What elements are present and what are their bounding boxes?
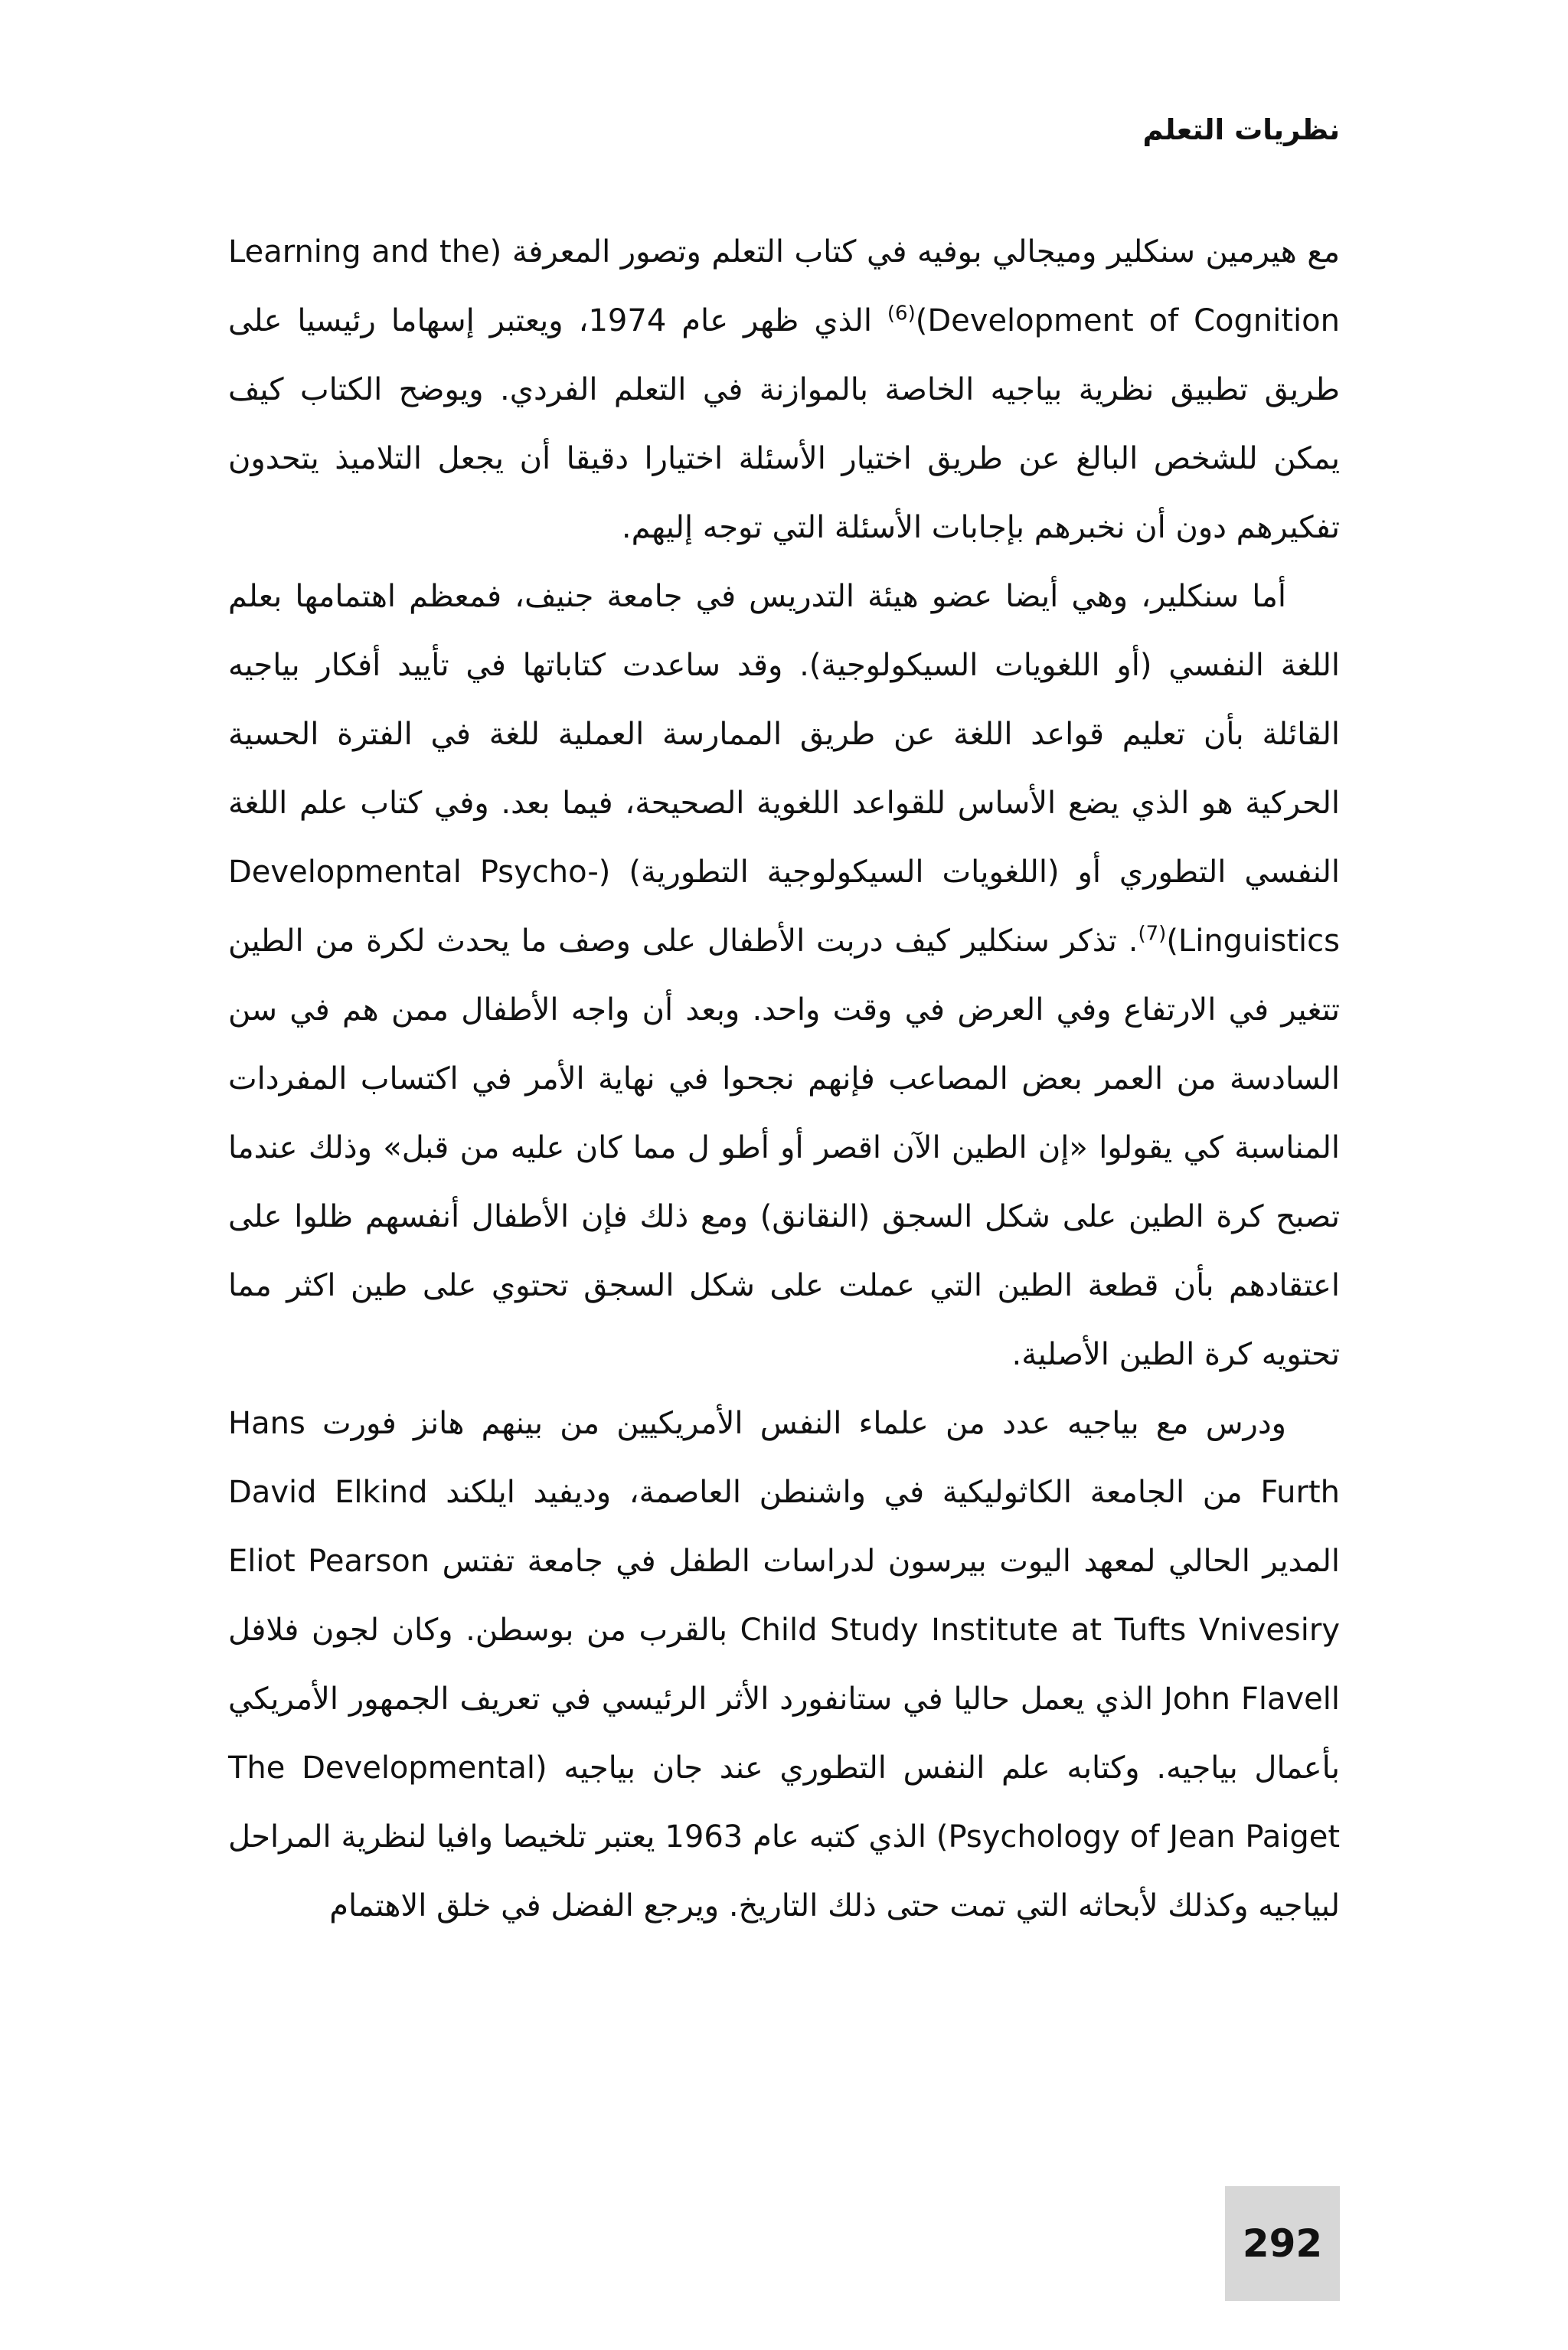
paragraph-2-text: أما سنكلير، وهي أيضا عضو هيئة التدريس في جامعة جنيف، فمعظم اهتمامها بعلم اللغة النفسي (أو اللغويات السيكولوجية). وقد ساعدت كتاباتها في تأييد أفكار بياجيه القائلة بأن تعليم قواعد اللغة عن طريق الممارسة العملية للغة في الفترة الحسية الحركية هو الذي يضع الأساس للقواعد اللغوية الصحيحة، فيما بعد. وفي كتاب علم اللغة النفسي التطوري أو (اللغويات السيكولوجية التطورية) (Developmental Psycho-Linguistics) bbox=[228, 579, 1340, 959]
running-header-title: نظريات التعلم bbox=[1142, 113, 1340, 146]
page-number: 292 bbox=[1242, 2221, 1323, 2266]
paragraph-1-text: مع هيرمين سنكلير وميجالي بوفيه في كتاب التعلم وتصور المعرفة (Learning and the Development of Cognition) bbox=[228, 234, 1340, 338]
footnote-ref-6[interactable]: (6) bbox=[887, 302, 916, 325]
footnote-ref-7[interactable]: (7) bbox=[1138, 922, 1167, 946]
paragraph-2-text-cont: . تذكر سنكلير كيف دربت الأطفال على وصف ما يحدث لكرة من الطين تتغير في الارتفاع وفي العرض في وقت واحد. وبعد أن واجه الأطفال ممن هم في سن السادسة من العمر بعض المصاعب فإنهم نجحوا في نهاية الأمر في اكتساب المفردات المناسبة كي يقولوا «إن الطين الآن اقصر أو أطو ل مما كان عليه من قبل» وذلك عندما تصبح كرة الطين على شكل السجق (النقانق) ومع ذلك فإن الأطفال أنفسهم ظلوا على اعتقادهم بأن قطعة الطين التي عملت على شكل السجق تحتوي على طين اكثر مما تحتويه كرة الطين الأصلية. bbox=[228, 923, 1340, 1372]
page-number-box bbox=[1225, 2186, 1340, 2301]
paragraph-2 bbox=[228, 562, 1340, 1389]
paragraph-3 bbox=[228, 1389, 1340, 1940]
paragraph-3-text: ودرس مع بياجيه عدد من علماء النفس الأمريكيين من بينهم هانز فورت Hans Furth من الجامعة الكاثوليكية في واشنطن العاصمة، وديفيد ايلكند David Elkind المدير الحالي لمعهد اليوت بيرسون لدراسات الطفل في جامعة تفتس Eliot Pearson Child Study Institute at Tufts Vnivesiry بالقرب من بوسطن. وكان لجون فلافل John Flavell الذي يعمل حاليا في ستانفورد الأثر الرئيسي في تعريف الجمهور الأمريكي بأعمال بياجيه. وكتابه علم النفس التطوري عند جان بياجيه (The Developmental Psychology of Jean Paiget) الذي كتبه عام 1963 يعتبر تلخيصا وافيا لنظرية المراحل لبياجيه وكذلك لأبحاثه التي تمت حتى ذلك التاريخ. ويرجع الفضل في خلق الاهتمام bbox=[228, 1406, 1341, 1923]
body-text bbox=[228, 217, 1340, 1940]
paragraph-1-text-cont: الذي ظهر عام 1974، ويعتبر إسهاما رئيسيا على طريق تطبيق نظرية بياجيه الخاصة بالموازنة في التعلم الفردي. ويوضح الكتاب كيف يمكن للشخص البالغ عن طريق اختيار الأسئلة اختيارا دقيقا أن يجعل التلاميذ يتحدون تفكيرهم دون أن نخبرهم بإجابات الأسئلة التي توجه إليهم. bbox=[228, 303, 1340, 545]
paragraph-1 bbox=[228, 217, 1340, 562]
